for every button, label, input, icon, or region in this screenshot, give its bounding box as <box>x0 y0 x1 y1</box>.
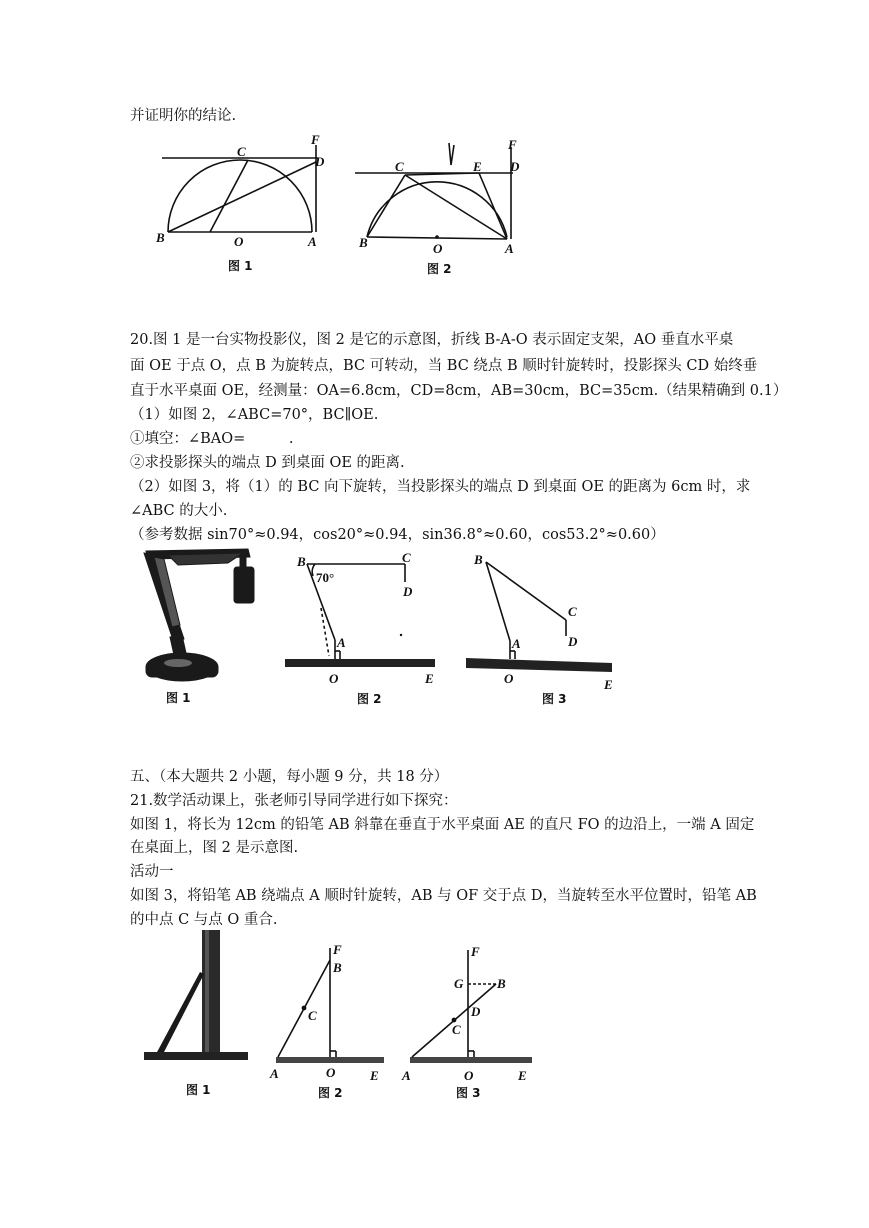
top-figure-2 <box>355 135 535 285</box>
label-A: A <box>308 234 317 249</box>
question-21-line-1: 21.数学活动课上，张老师引导同学进行如下探究： <box>130 793 458 809</box>
label-B: B <box>359 235 368 250</box>
question-20-line-7: （2）如图 3，将（1）的 BC 向下旋转，当投影探头的端点 D 到桌面 OE 的距离为 6cm 时，求 <box>130 479 751 495</box>
label-C: C <box>395 159 404 174</box>
label-O: O <box>234 234 244 249</box>
question-21-line-6: 的中点 C 与点 O 重合. <box>130 912 278 928</box>
question-21-line-4: 活动一 <box>130 864 174 880</box>
projector-diagram-figure-2 <box>285 548 445 713</box>
label-B: B <box>497 976 506 991</box>
label-C: C <box>452 1022 461 1037</box>
label-C: C <box>237 144 246 159</box>
figure-caption: 图 2 <box>427 262 452 276</box>
question-21-line-5: 如图 3，将铅笔 AB 绕端点 A 顺时针旋转，AB 与 OF 交于点 D，当旋转至水平位置时，铅笔 AB <box>130 888 757 904</box>
pencil-photo-figure-1 <box>142 928 250 1108</box>
label-E: E <box>425 671 434 686</box>
label-F: F <box>508 137 517 152</box>
projector-diagram-figure-3 <box>462 548 627 713</box>
pencil-diagram-figure-3 <box>400 940 540 1110</box>
question-20-line-6: ②求投影探头的端点 D 到桌面 OE 的距离. <box>130 455 405 471</box>
question-20-line-1: 20.图 1 是一台实物投影仪，图 2 是它的示意图，折线 B-A-O 表示固定支架，AO 垂直水平桌 <box>130 332 734 348</box>
pencil-diagram-figure-2 <box>270 940 395 1110</box>
label-D: D <box>471 1004 481 1019</box>
label-C: C <box>308 1008 317 1023</box>
text-line: 并证明你的结论. <box>130 108 237 124</box>
projector-photo-figure-1 <box>138 545 268 710</box>
label-B: B <box>297 554 306 569</box>
label-F: F <box>333 942 342 957</box>
question-20-line-4: （1）如图 2，∠ABC=70°，BC∥OE. <box>130 407 379 423</box>
label-O: O <box>504 671 514 686</box>
figure-caption: 图 1 <box>228 259 253 273</box>
question-21-line-3: 在桌面上，图 2 是示意图. <box>130 840 299 856</box>
label-D: D <box>315 154 325 169</box>
label-G: G <box>454 976 464 991</box>
label-E: E <box>473 159 482 174</box>
label-B: B <box>156 230 165 245</box>
question-20-line-9: （参考数据 sin70°≈0.94，cos20°≈0.94，sin36.8°≈0.60，cos53.2°≈0.60） <box>130 527 665 543</box>
section-5-heading: 五、（本大题共 2 小题，每小题 9 分，共 18 分） <box>130 769 449 785</box>
question-20-line-5: ①填空：∠BAO= . <box>130 431 294 447</box>
label-F: F <box>311 132 320 147</box>
label-A: A <box>270 1066 279 1081</box>
figure-caption: 图 2 <box>357 692 382 706</box>
label-A: A <box>512 636 521 651</box>
label-C: C <box>402 550 411 565</box>
label-E: E <box>604 677 613 692</box>
label-E: E <box>370 1068 379 1083</box>
label-A: A <box>505 241 514 256</box>
angle-label: 70° <box>316 570 335 585</box>
question-21-line-2: 如图 1，将长为 12cm 的铅笔 AB 斜靠在垂直于水平桌面 AE 的直尺 FO 的边沿上，一端 A 固定 <box>130 817 755 833</box>
label-D: D <box>403 584 413 599</box>
figure-caption: 图 1 <box>166 691 191 705</box>
question-20-line-3: 直于水平桌面 OE，经测量：OA=6.8cm，CD=8cm，AB=30cm，BC=35cm.（结果精确到 0.1） <box>130 383 788 399</box>
label-A: A <box>337 635 346 650</box>
label-F: F <box>471 944 480 959</box>
figure-caption: 图 2 <box>318 1086 343 1100</box>
label-A: A <box>402 1068 411 1083</box>
label-O: O <box>464 1068 474 1083</box>
figure-caption: 图 3 <box>456 1086 481 1100</box>
label-D: D <box>510 159 520 174</box>
question-20-line-8: ∠ABC 的大小. <box>130 503 228 519</box>
figure-caption: 图 1 <box>186 1083 211 1097</box>
question-20-line-2: 面 OE 于点 O，点 B 为旋转点，BC 可转动，当 BC 绕点 B 顺时针旋转时，投影探头 CD 始终垂 <box>130 358 758 374</box>
top-figure-1 <box>140 130 340 280</box>
figure-caption: 图 3 <box>542 692 567 706</box>
label-C: C <box>568 604 577 619</box>
label-B: B <box>333 960 342 975</box>
label-O: O <box>329 671 339 686</box>
label-E: E <box>518 1068 527 1083</box>
label-D: D <box>568 634 578 649</box>
label-O: O <box>326 1065 336 1080</box>
label-O: O <box>433 241 443 256</box>
label-B: B <box>474 552 483 567</box>
